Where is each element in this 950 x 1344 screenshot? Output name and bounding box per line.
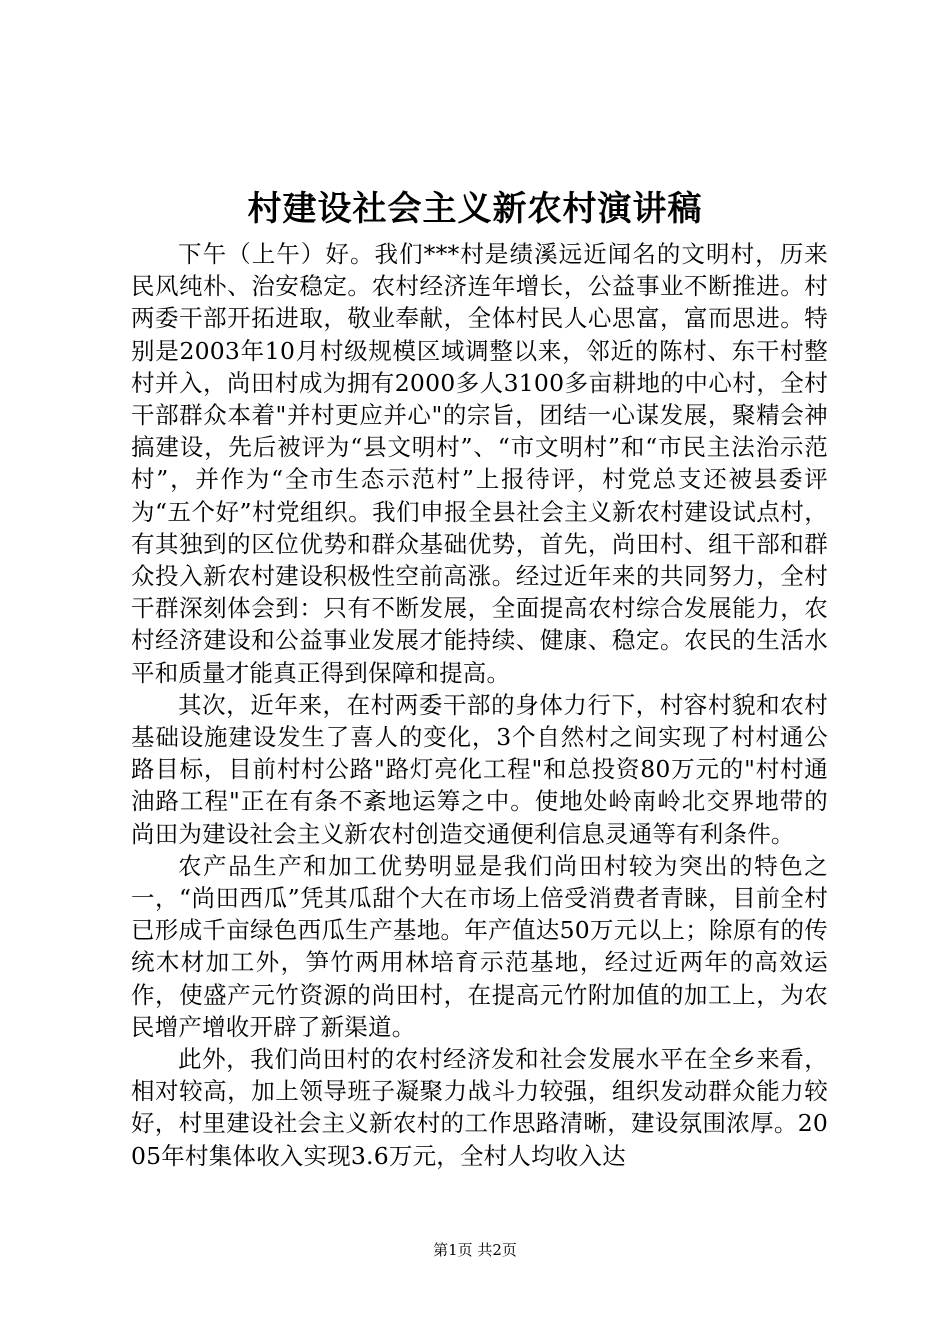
paragraph-1: 下午（上午）好。我们***村是绩溪远近闻名的文明村，历来民风纯朴、治安稳定。农村经济连年增长，公益事业不断推进。村两委干部开拓进取，敬业奉献，全体村民人心思富，富而思进。特别是2003年10月村级规模区域调整以来，邻近的陈村、东干村整村并入，尚田村成为拥有2000多人3100多亩耕地的中心村，全村干部群众本着"并村更应并心"的宗旨，团结一心谋发展，聚精会神搞建设，先后被评为“县文明村”、“市文明村”和“市民主法治示范村”，并作为“全市生态示范村”上报待评，村党总支还被县委评为“五个好”村党组织。我们申报全县社会主义新农村建设试点村，有其独到的区位优势和群众基础优势，首先，尚田村、组干部和群众投入新农村建设积极性空前高涨。经过近年来的共同努力，全村干群深刻体会到：只有不断发展，全面提高农村综合发展能力，农村经济建设和公益事业发展才能持续、健康、稳定。农民的生活水平和质量才能真正得到保障和提高。: [131, 240, 828, 687]
paragraph-4: 此外，我们尚田村的农村经济发和社会发展水平在全乡来看，相对较高，加上领导班子凝聚力战斗力较强，组织发动群众能力较好，村里建设社会主义新农村的工作思路清晰，建设氛围浓厚。2005年村集体收入实现3.6万元，全村人均收入达: [131, 1045, 828, 1170]
paragraph-2: 其次，近年来，在村两委干部的身体力行下，村容村貌和农村基础设施建设发生了喜人的变化，3个自然村之间实现了村村通公路目标，目前村村公路"路灯亮化工程"和总投资80万元的"村村通油路工程"正在有条不紊地运筹之中。使地处岭南岭北交界地带的尚田为建设社会主义新农村创造交通便利信息灵通等有利条件。: [131, 690, 828, 848]
document-body: [131, 238, 828, 1172]
page-number-footer: 第1页 共2页: [433, 1241, 517, 1259]
document-title: 村建设社会主义新农村演讲稿: [247, 189, 703, 229]
paragraph-3: 农产品生产和加工优势明显是我们尚田村较为突出的特色之一，“尚田西瓜”凭其瓜甜个大在市场上倍受消费者青睐，目前全村已形成千亩绿色西瓜生产基地。年产值达50万元以上；除原有的传统木材加工外，笋竹两用林培育示范基地，经过近两年的高效运作，使盛产元竹资源的尚田村，在提高元竹附加值的加工上，为农民增产增收开辟了新渠道。: [131, 851, 828, 1041]
